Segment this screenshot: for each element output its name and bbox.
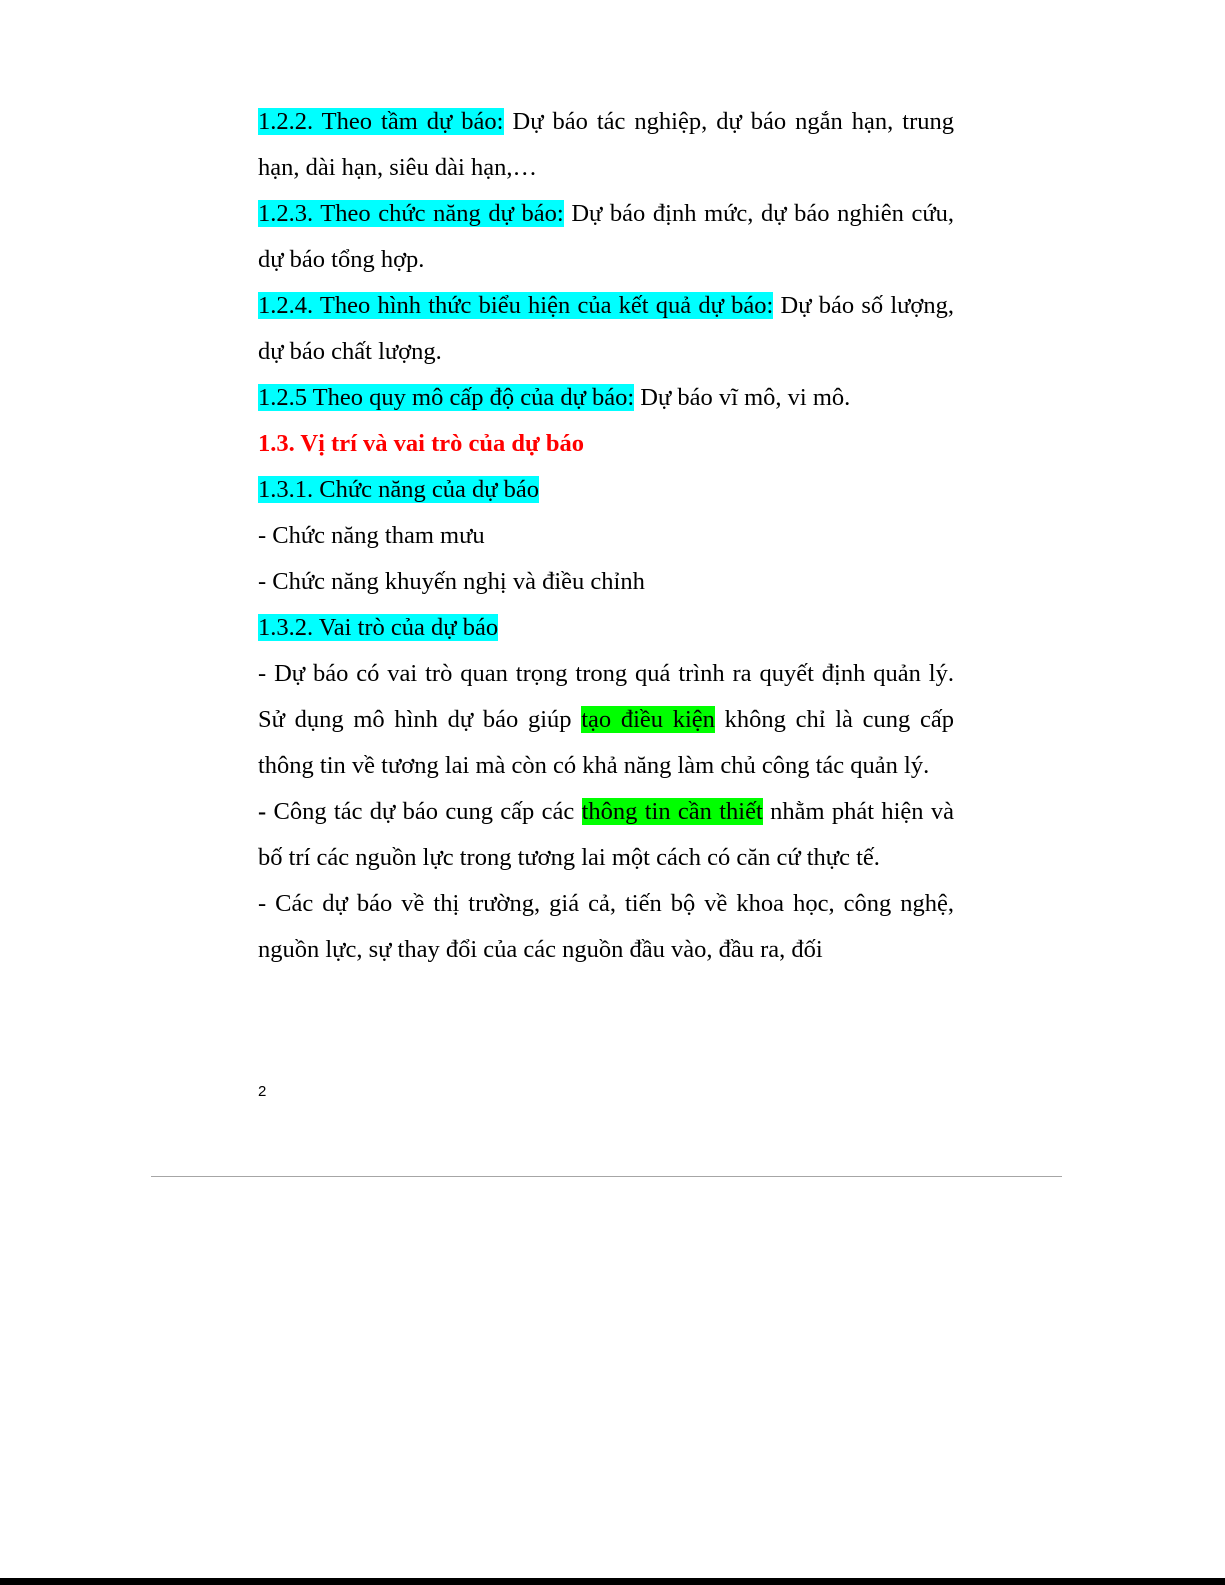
section-heading: 1.3. Vị trí và vai trò của dự báo [258,430,584,457]
green-highlight: thông tin cần thiết [581,798,763,825]
list-item: - Chức năng khuyến nghị và điều chỉnh [258,568,645,595]
green-highlight: tạo điều kiện [581,706,715,733]
page-divider [151,1176,1062,1177]
paragraph-1-2-3 [258,191,954,283]
paragraph-1-2-5 [258,375,954,421]
subheading-functions [258,467,954,513]
highlighted-subheading: 1.3.2. Vai trò của dự báo [258,614,499,641]
paragraph-text: Công tác dự báo cung cấp các [266,798,582,825]
highlighted-heading: 1.2.4. Theo hình thức biểu hiện của kết quả dự báo: [258,292,774,319]
subheading-role [258,605,954,651]
paragraph-text: nhằm phát hiện và bố trí các nguồn lực trong tương lai một cách có căn cứ thực tế. [258,798,955,871]
document-page-content [258,99,954,973]
list-item: - Chức năng tham mưu [258,522,485,549]
paragraph-text: Dự báo định mức, dự báo nghiên cứu, dự báo tổng hợp. [258,200,954,273]
bold-dash: - [258,798,267,825]
role-paragraph-3: - Các dự báo về thị trường, giá cả, tiến bộ về khoa học, công nghệ, nguồn lực, sự thay đổi của các nguồn đầu vào, đầu ra, đối [258,890,954,963]
page-number: 2 [258,1083,267,1100]
bottom-edge-bar [0,1578,1225,1585]
paragraph-text: Dự báo số lượng, dự báo chất lượng. [258,292,954,365]
role-paragraph-1 [258,651,954,789]
paragraph-text: Dự báo vĩ mô, vi mô. [634,384,851,411]
paragraph-text: - Dự báo có vai trò quan trọng trong quá trình ra quyết định quản lý. Sử dụng mô hình dự báo giúp [258,660,954,733]
role-paragraph-2 [258,789,954,881]
highlighted-heading: 1.2.5 Theo quy mô cấp độ của dự báo: [258,384,635,411]
paragraph-1-2-2 [258,99,954,191]
highlighted-heading: 1.2.3. Theo chức năng dự báo: [258,200,564,227]
paragraph-text: Dự báo tác nghiệp, dự báo ngắn hạn, trung hạn, dài hạn, siêu dài hạn,… [258,108,954,181]
highlighted-subheading: 1.3.1. Chức năng của dự báo [258,476,540,503]
paragraph-1-2-4 [258,283,954,375]
paragraph-text: không chỉ là cung cấp thông tin về tương lai mà còn có khả năng làm chủ công tác quản lý. [258,706,954,779]
highlighted-heading: 1.2.2. Theo tầm dự báo: [258,108,504,135]
